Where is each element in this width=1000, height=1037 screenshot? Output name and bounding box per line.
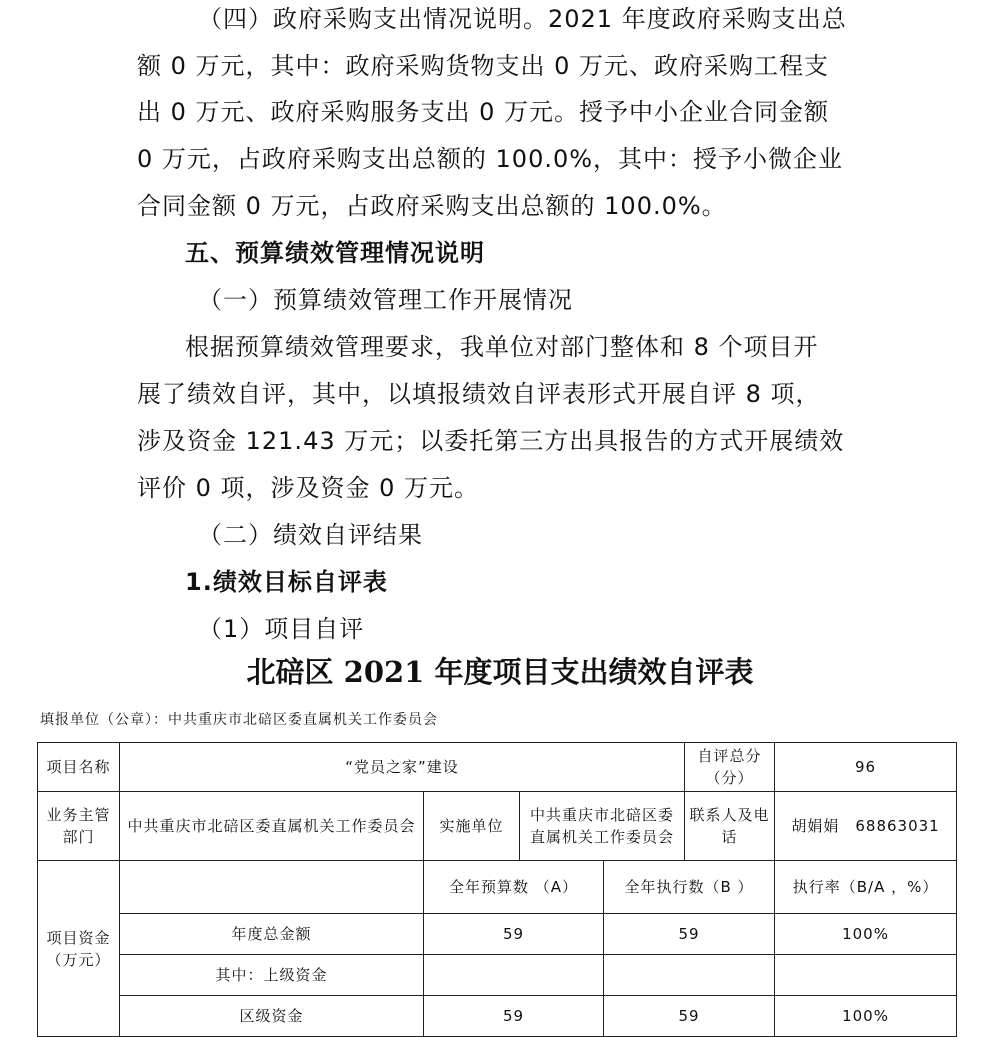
sub1-heading: （一）预算绩效管理工作开展情况 — [198, 286, 573, 314]
funds-row-budget: 59 — [424, 914, 604, 955]
p1-line-4: 0 万元，占政府采购支出总额的 100.0%，其中：授予小微企业 — [137, 145, 844, 173]
funds-row-budget: 59 — [424, 996, 604, 1037]
col-rate-header: 执行率（B/A ，%） — [775, 861, 957, 914]
item1-heading: 1.绩效目标自评表 — [185, 568, 388, 596]
p1-line-1: （四）政府采购支出情况说明。2021 年度政府采购支出总 — [198, 5, 847, 33]
table-row — [38, 861, 957, 914]
table-title: 北碚区 2021 年度项目支出绩效自评表 — [246, 655, 754, 689]
funds-label: 项目资金（万元） — [38, 861, 120, 1037]
evaluation-table — [37, 742, 957, 1037]
p2-line-4: 评价 0 项，涉及资金 0 万元。 — [137, 474, 480, 502]
funds-row-rate: 100% — [775, 914, 957, 955]
self-score-label: 自评总分（分） — [685, 743, 775, 792]
dept-value: 中共重庆市北碚区委直属机关工作委员会 — [120, 792, 424, 861]
table-row — [38, 743, 957, 792]
funds-row-exec: 59 — [604, 996, 775, 1037]
p2-line-1: 根据预算绩效管理要求，我单位对部门整体和 8 个项目开 — [185, 333, 819, 361]
p1-line-3: 出 0 万元、政府采购服务支出 0 万元。授予中小企业合同金额 — [137, 98, 830, 126]
table-row — [38, 955, 957, 996]
impl-value: 中共重庆市北碚区委直属机关工作委员会 — [520, 792, 685, 861]
impl-label: 实施单位 — [424, 792, 520, 861]
contact-label: 联系人及电话 — [685, 792, 775, 861]
p1-line-2: 额 0 万元，其中：政府采购货物支出 0 万元、政府采购工程支 — [137, 52, 830, 80]
funds-row-exec — [604, 955, 775, 996]
funds-row-label: 区级资金 — [120, 996, 424, 1037]
funds-row-budget — [424, 955, 604, 996]
sub2-heading: （二）绩效自评结果 — [198, 521, 423, 549]
filler-unit-line: 填报单位（公章）：中共重庆市北碚区委直属机关工作委员会 — [40, 712, 438, 728]
table-row — [38, 914, 957, 955]
project-name-value: “党员之家”建设 — [120, 743, 685, 792]
dept-label: 业务主管部门 — [38, 792, 120, 861]
project-name-label: 项目名称 — [38, 743, 120, 792]
contact-value: 胡娟娟 68863031 — [775, 792, 957, 861]
funds-row-rate — [775, 955, 957, 996]
col-exec-header: 全年执行数（B ） — [604, 861, 775, 914]
p2-line-2: 展了绩效自评，其中，以填报绩效自评表形式开展自评 8 项， — [137, 380, 821, 408]
funds-row-exec: 59 — [604, 914, 775, 955]
funds-row-label: 其中：上级资金 — [120, 955, 424, 996]
p1-line-5: 合同金额 0 万元，占政府采购支出总额的 100.0%。 — [137, 192, 727, 220]
section5-heading: 五、预算绩效管理情况说明 — [185, 239, 485, 267]
funds-row-label: 年度总金额 — [120, 914, 424, 955]
item1-subheading: （1）项目自评 — [198, 615, 365, 643]
table-row — [38, 996, 957, 1037]
table-row — [38, 792, 957, 861]
funds-header-blank — [120, 861, 424, 914]
self-score-value: 96 — [775, 743, 957, 792]
p2-line-3: 涉及资金 121.43 万元；以委托第三方出具报告的方式开展绩效 — [137, 427, 845, 455]
col-budget-header: 全年预算数 （A） — [424, 861, 604, 914]
funds-row-rate: 100% — [775, 996, 957, 1037]
